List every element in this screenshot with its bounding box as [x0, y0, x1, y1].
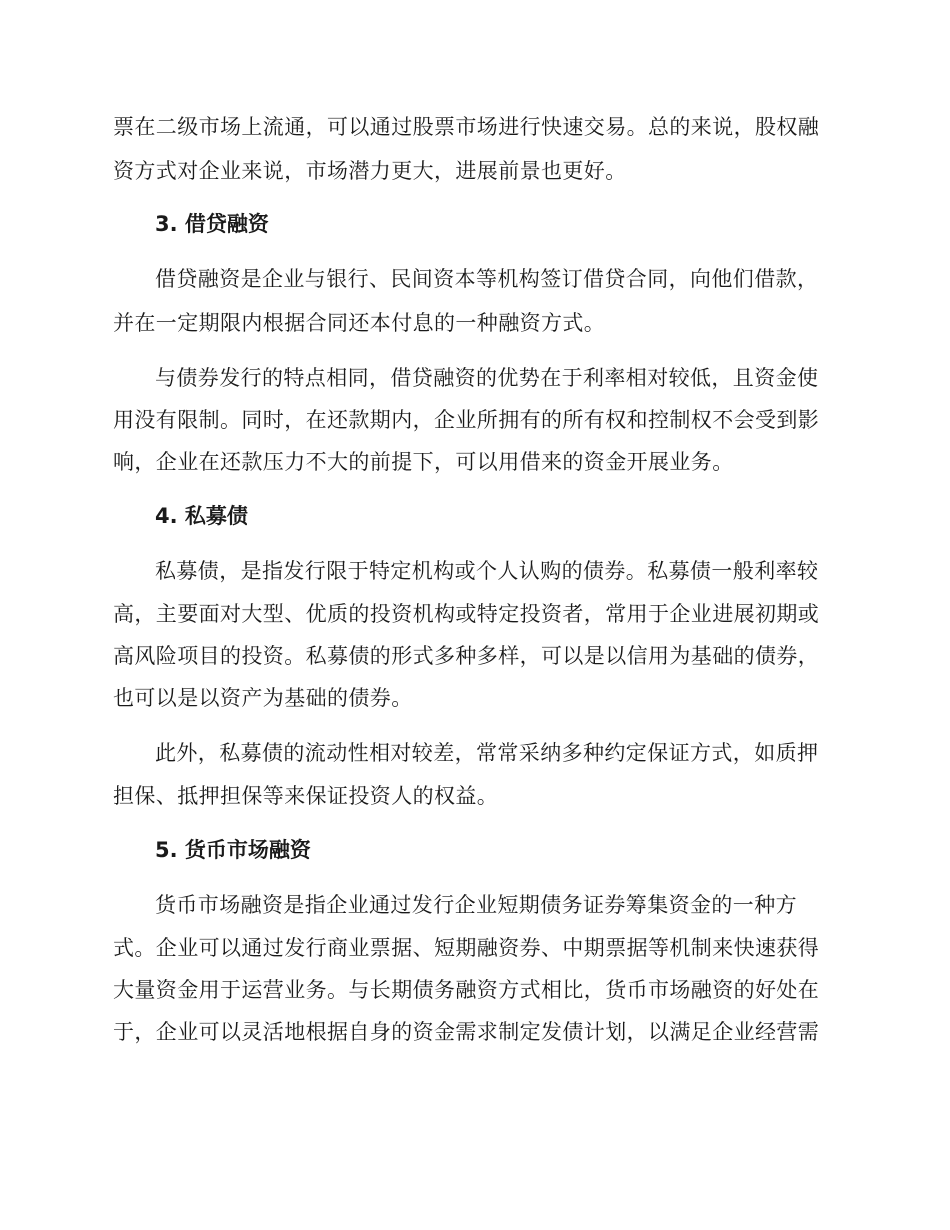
- paragraph-line: 于，企业可以灵活地根据自身的资金需求制定发债计划，以满足企业经营需: [113, 1020, 820, 1044]
- paragraph-line: 也可以是以资产为基础的债券。: [113, 686, 413, 710]
- paragraph-line: 高，主要面对大型、优质的投资机构或特定投资者，常用于企业进展初期或: [113, 602, 820, 626]
- paragraph-line: 私募债，是指发行限于特定机构或个人认购的债券。私募债一般利率较: [155, 559, 819, 583]
- paragraph-line: 资方式对企业来说，市场潜力更大，进展前景也更好。: [113, 159, 627, 183]
- section-heading: 4. 私募债: [155, 504, 248, 528]
- paragraph-line: 高风险项目的投资。私募债的形式多种多样，可以是以信用为基础的债券，: [113, 644, 820, 668]
- paragraph-line: 担保、抵押担保等来保证投资人的权益。: [113, 784, 499, 808]
- paragraph-line: 与债券发行的特点相同，借贷融资的优势在于利率相对较低，且资金使: [155, 366, 819, 390]
- paragraph-line: 并在一定期限内根据合同还本付息的一种融资方式。: [113, 311, 606, 335]
- paragraph-line: 用没有限制。同时，在还款期内，企业所拥有的所有权和控制权不会受到影: [113, 408, 820, 432]
- section-heading: 3. 借贷融资: [155, 212, 269, 236]
- section-heading: 5. 货币市场融资: [155, 838, 311, 862]
- paragraph-line: 大量资金用于运营业务。与长期债务融资方式相比，货币市场融资的好处在: [113, 978, 820, 1002]
- paragraph-line: 票在二级市场上流通，可以通过股票市场进行快速交易。总的来说，股权融: [113, 115, 820, 139]
- paragraph-line: 此外，私募债的流动性相对较差，常常采纳多种约定保证方式，如质押: [155, 741, 819, 765]
- paragraph-line: 货币市场融资是指企业通过发行企业短期债务证券筹集资金的一种方: [155, 893, 797, 917]
- paragraph-line: 响，企业在还款压力不大的前提下，可以用借来的资金开展业务。: [113, 450, 734, 474]
- paragraph-line: 式。企业可以通过发行商业票据、短期融资券、中期票据等机制来快速获得: [113, 936, 820, 960]
- paragraph-line: 借贷融资是企业与银行、民间资本等机构签订借贷合同，向他们借款，: [155, 267, 819, 291]
